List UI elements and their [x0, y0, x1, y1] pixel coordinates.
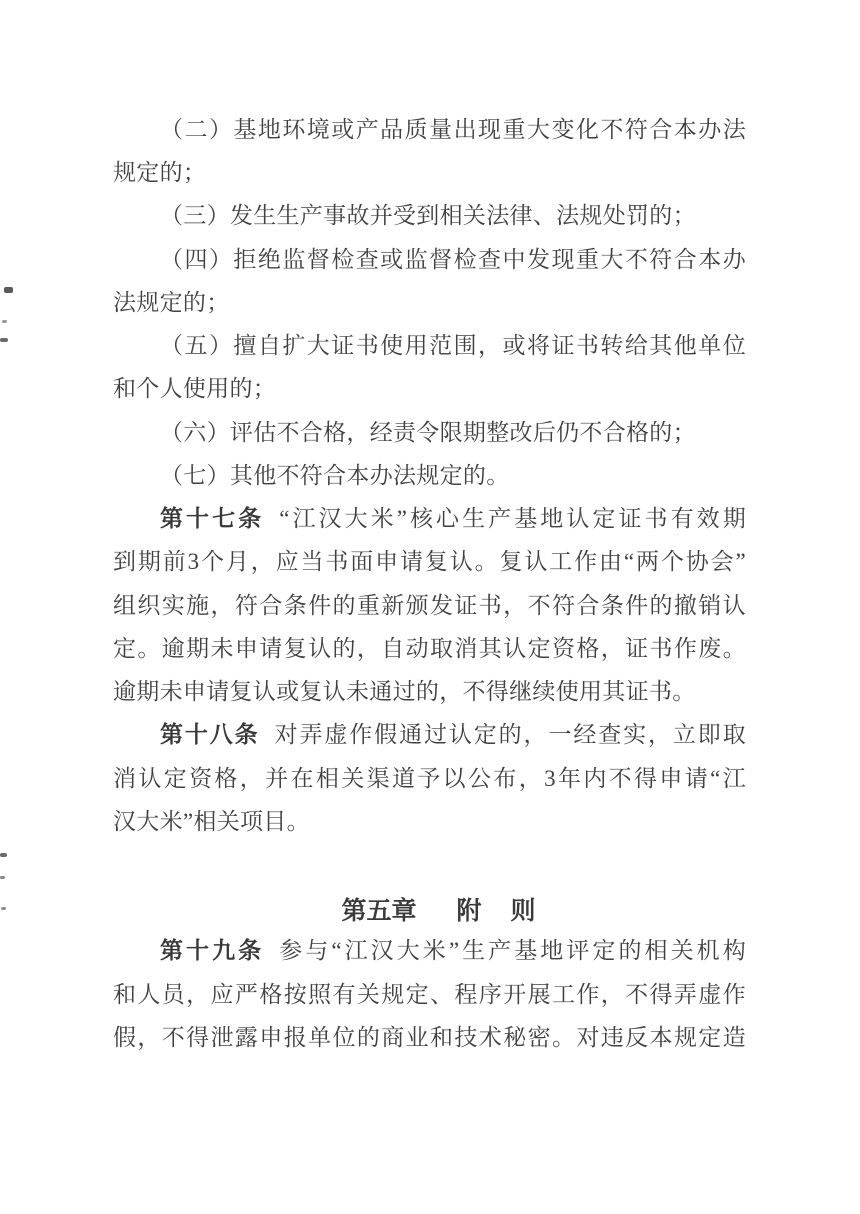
- doc-line-item-2-part1: [113, 108, 746, 151]
- doc-line-article-18-line2: [113, 757, 746, 800]
- doc-line-text: （二）基地环境或产品质量出现重大变化不符合本办法: [160, 117, 746, 142]
- doc-line-article-18-line3: [113, 800, 746, 843]
- doc-line-item-6: [113, 411, 746, 454]
- doc-line-item-5-part2: [113, 367, 746, 410]
- doc-line-text: （七）其他不符合本办法规定的。: [160, 463, 510, 488]
- doc-line-text: （四）拒绝监督检查或监督检查中发现重大不符合本办: [160, 247, 746, 272]
- doc-line-text: （三）发生生产事故并受到相关法律、法规处罚的；: [160, 203, 696, 228]
- doc-line-text: 对弄虚作假通过认定的，一经查实，立即取: [274, 722, 747, 747]
- doc-line-text: 到期前3个月，应当书面申请复认。复认工作由“两个协会”: [113, 549, 746, 574]
- article-19-label: 第十九条: [160, 937, 265, 963]
- doc-line-text: 和人员，应严格按照有关规定、程序开展工作，不得弄虚作: [113, 982, 746, 1007]
- doc-line-item-4-part1: [113, 238, 746, 281]
- article-17-label: 第十七条: [160, 505, 265, 531]
- chapter-heading: [123, 890, 756, 934]
- doc-line-text: 定。逾期未申请复认的，自动取消其认定资格，证书作废。: [113, 636, 746, 661]
- doc-line-article-19-line3: [113, 1016, 746, 1059]
- doc-line-article-18-line1: [113, 713, 746, 756]
- chapter-number: 第五章: [341, 898, 417, 925]
- chapter-title: 附 则: [456, 898, 538, 925]
- doc-line-item-5-part1: [113, 324, 746, 367]
- doc-line-article-17-line4: [113, 627, 746, 670]
- doc-line-article-17-line5: [113, 670, 746, 713]
- doc-line-item-3: [113, 194, 746, 237]
- scan-speck: [0, 853, 7, 857]
- doc-line-article-19-line1: [113, 929, 746, 972]
- scan-speck: [0, 338, 8, 342]
- doc-line-text: （五）擅自扩大证书使用范围，或将证书转给其他单位: [160, 333, 746, 358]
- doc-line-item-7: [113, 454, 746, 497]
- doc-line-text: 规定的；: [113, 160, 207, 185]
- doc-line-text: 法规定的；: [113, 290, 230, 315]
- doc-line-article-17-line3: [113, 584, 746, 627]
- scan-speck: [2, 320, 7, 323]
- scan-speck: [0, 876, 5, 879]
- doc-line-item-2-part2: [113, 151, 746, 194]
- doc-line-text: 消认定资格，并在相关渠道予以公布，3年内不得申请“江: [113, 766, 746, 791]
- doc-line-text: 假，不得泄露申报单位的商业和技术秘密。对违反本规定造: [113, 1025, 746, 1050]
- doc-line-text: （六）评估不合格，经责令限期整改后仍不合格的；: [160, 420, 696, 445]
- article-18-label: 第十八条: [160, 721, 260, 747]
- doc-line-text: 汉大米”相关项目。: [113, 809, 310, 834]
- doc-line-text: 和个人使用的；: [113, 376, 277, 401]
- scan-speck: [4, 287, 13, 293]
- doc-line-article-17-line2: [113, 540, 746, 583]
- doc-line-text: “江汉大米”核心生产基地认定证书有效期: [279, 506, 746, 531]
- doc-line-article-17-line1: [113, 497, 746, 540]
- scan-speck: [1, 907, 6, 910]
- doc-line-article-19-line2: [113, 973, 746, 1016]
- doc-line-item-4-part2: [113, 281, 746, 324]
- doc-line-text: 组织实施，符合条件的重新颁发证书，不符合条件的撤销认: [113, 593, 746, 618]
- doc-line-text: 参与“江汉大米”生产基地评定的相关机构: [279, 938, 746, 963]
- doc-line-text: 逾期未申请复认或复认未通过的，不得继续使用其证书。: [113, 679, 696, 704]
